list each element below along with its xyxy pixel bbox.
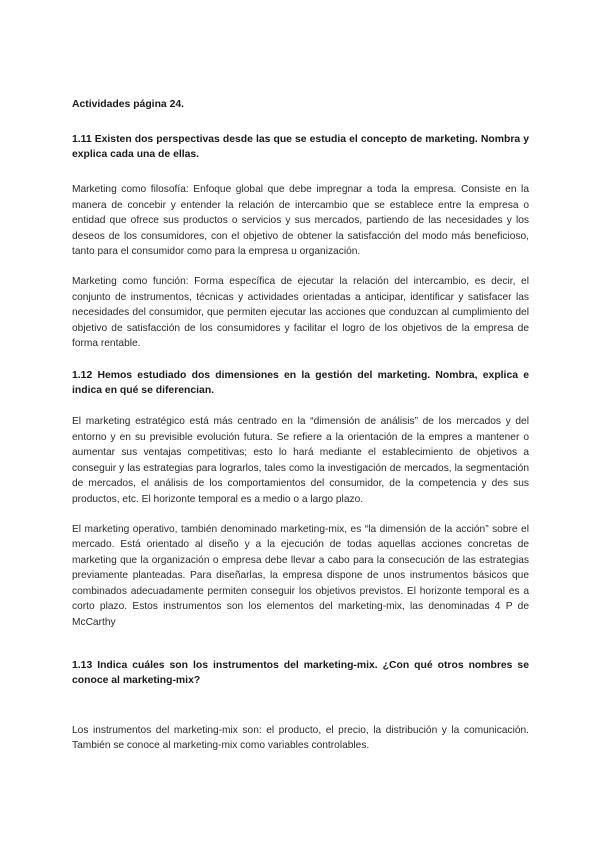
answer-paragraph: El marketing estratégico está más centrado en la “dimensión de análisis” de los mercados y del entorno y en su previsible evolución futura. Se refiere a la orientación de la empres a mantener o aumentar sus ventajas competitivas; esto lo hará mediante el establecimiento de objetivos a conseguir y las estrategias para lograrlos, tales como la investigación de mercados, la segmentación de mercados, el análisis de los comportamientos del consumidor, de la competencia y des sus productos, etc. El horizonte temporal es a medio o a largo plazo. <box>72 415 529 505</box>
section-1-11 <box>72 132 529 352</box>
document-title: Actividades página 24. <box>72 99 185 110</box>
question-1-11: 1.11 Existen dos perspectivas desde las que se estudia el concepto de marketing. Nombra y explica cada una de ellas. <box>72 134 529 160</box>
section-1-13 <box>72 658 529 754</box>
document-page <box>72 97 529 754</box>
question-1-13: 1.13 Indica cuáles son los instrumentos del marketing-mix. ¿Con qué otros nombres se conoce al marketing-mix? <box>72 659 529 686</box>
answer-paragraph: El marketing operativo, también denominado marketing-mix, es “la dimensión de la acción” sobre el mercado. Está orientado al diseño y a la ejecución de todas aquellas acciones concretas de marketing que la organización o empresa debe llevar a cabo para la consecución de las estrategias previamente planteadas. Para diseñarlas, la empresa dispone de unos instrumentos básicos que combinados adecuadamente permiten conseguir los objetivos previstos. El horizonte temporal es a corto plazo. Estos instrumentos son los elementos del marketing-mix, las denominadas 4 P de McCarthy <box>72 523 529 629</box>
answer-paragraph: Marketing como función: Forma específica de ejecutar la relación del intercambio, es decir, el conjunto de instrumentos, técnicas y actividades orientadas a anticipar, identificar y satisfacer las necesidades del consumidor, que permiten ejecutar las acciones que conduzcan al cumplimiento del objetivo de satisfacción de los consumidores y facilitar el logro de los objetivos de la empresa de forma rentable. <box>72 275 529 350</box>
answer-paragraph: Los instrumentos del marketing-mix son: el producto, el precio, la distribución y la comunicación. También se conoce al marketing-mix como variables controlables. <box>72 724 529 752</box>
section-1-12 <box>72 368 529 631</box>
question-1-12: 1.12 Hemos estudiado dos dimensiones en la gestión del marketing. Nombra, explica e indica en qué se diferencian. <box>72 369 529 396</box>
answer-paragraph: Marketing como filosofía: Enfoque global que debe impregnar a toda la empresa. Consiste en la manera de concebir y entender la relación de intercambio que se establece entre la empresa o entidad que ofrece sus productos o servicios y sus mercados, partiendo de las necesidades y los deseos de los consumidores, con el objetivo de obtener la satisfacción del modo más beneficioso, tanto para el consumidor como para la empresa u organización. <box>72 184 529 258</box>
